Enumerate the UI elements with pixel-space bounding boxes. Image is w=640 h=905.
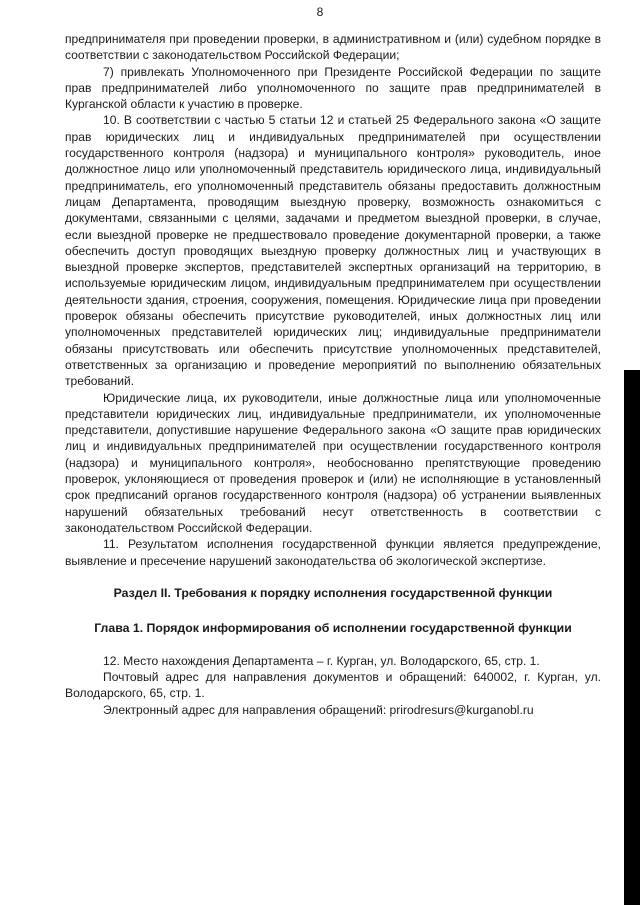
paragraph-12-location: 12. Место нахождения Департамента – г. Курган, ул. Володарского, 65, стр. 1. (103, 653, 540, 668)
paragraph-postal-address: Почтовый адрес для направления документов и обращений: 640002, г. Курган, ул. Володарского, 65, стр. 1. (65, 670, 601, 701)
paragraph-email-address: Электронный адрес для направления обращений: prirodresurs@kurganobl.ru (103, 702, 534, 717)
paragraph-10: 10. В соответствии с частью 5 статьи 12 и статьей 25 Федерального закона «О защите прав юридических лиц и индивидуальных предпринимателей при осуществлении государственного контроля (надзора) и муниципального контроля» руководитель, иное должностное лицо или уполномоченный представитель юридического лица, индивидуальный предприниматель, его уполномоченный представитель обязаны предоставить должностным лицам Департамента, проводящим выездную проверку, возможность ознакомиться с документами, связанными с целями, задачами и предметом выездной проверки, в случае, если выездной проверке не предшествовало проведение документарной проверки, а также обеспечить доступ проводящих выездную проверку должностных лиц и участвующих в выездной проверке экспертов, представителей экспертных организаций на территорию, в используемые юридическим лицом, индивидуальным предпринимателем при осуществлении деятельности здания, строения, сооружения, помещения. Юридические лица при проведении проверок обязаны обеспечить присутствие руководителей, иных должностных лиц или уполномоченных представителей юридических лиц; индивидуальные предприниматели обязаны присутствовать или обеспечить присутствие уполномоченных представителей, ответственных за организацию и проведение мероприятий по выполнению обязательных требований. (65, 113, 601, 389)
paragraph-continuation: предпринимателя при проведении проверки, в административном и (или) судебном порядке в соответствии с законодательством Российской Федерации; (65, 32, 601, 63)
chapter-heading: Глава 1. Порядок информирования об исполнении государственной функции (94, 620, 572, 635)
paragraph-liability: Юридические лица, их руководители, иные должностные лица или уполномоченные представители юридических лиц, индивидуальные предприниматели, их уполномоченные представители, допустившие нарушение Федерального закона «О защите прав юридических лиц и индивидуальных предпринимателей при осуществлении государственного контроля (надзора) и муниципального контроля», необоснованно препятствующие проведению проверок, уклоняющиеся от проведения проверок и (или) не исполняющие в установленный срок предписаний органов государственного контроля (надзора) об устранении выявленных нарушений обязательных требований несут ответственность в соответствии с законодательством Российской Федерации. (65, 390, 601, 535)
page-number: 8 (316, 5, 324, 19)
paragraph-item-7: 7) привлекать Уполномоченного при Президенте Российской Федерации по защите прав предпринимателей либо уполномоченного по защите прав предпринимателей в Курганской области к участию в проверке. (65, 64, 601, 112)
document-body (65, 31, 601, 718)
section-heading: Раздел II. Требования к порядку исполнения государственной функции (113, 585, 553, 600)
scan-edge-shadow (624, 370, 640, 905)
paragraph-11: 11. Результатом исполнения государственной функции является предупреждение, выявление и пресечение нарушений законодательства об экологической экспертизе. (65, 537, 601, 568)
